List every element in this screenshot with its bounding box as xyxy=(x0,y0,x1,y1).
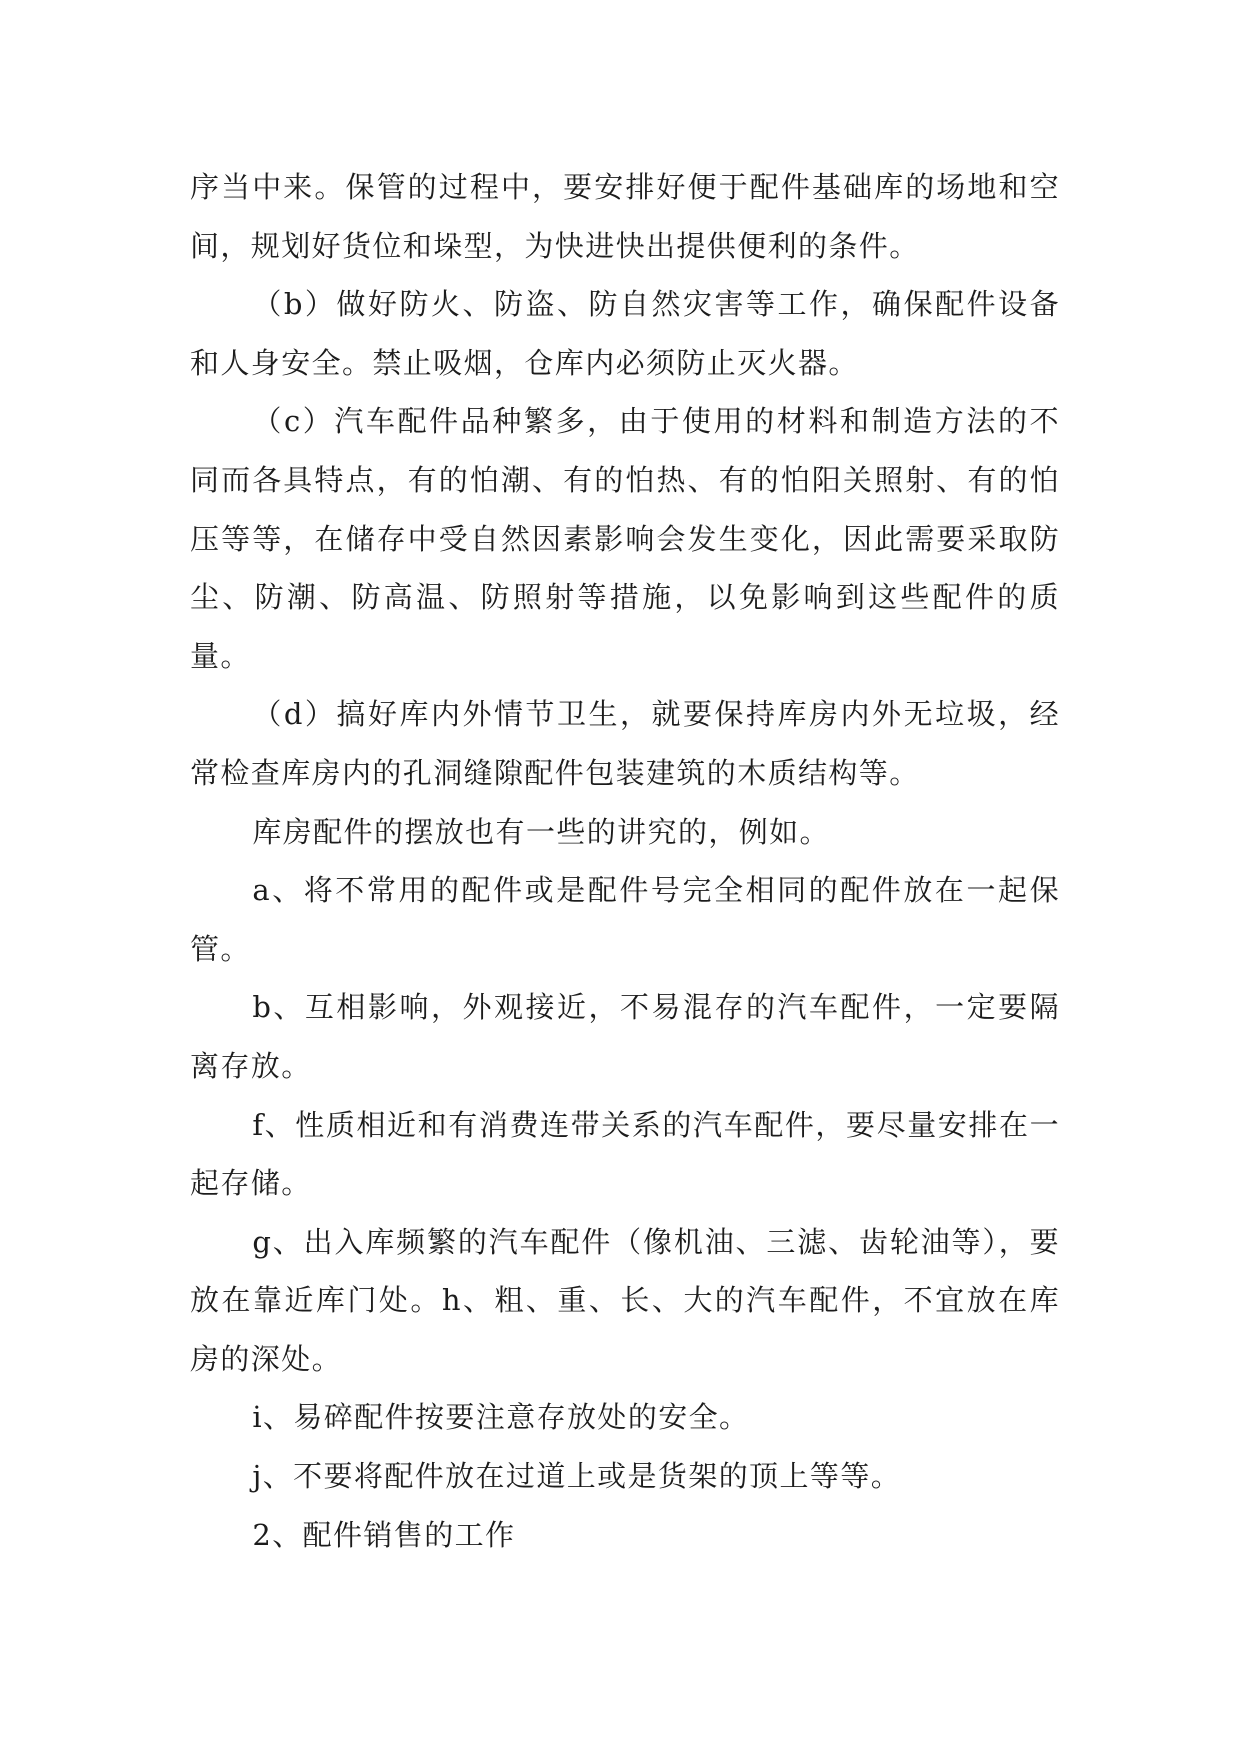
paragraph: a、将不常用的配件或是配件号完全相同的配件放在一起保管。 xyxy=(190,873,1060,966)
paragraph: （d）搞好库内外情节卫生，就要保持库房内外无垃圾，经常检查库房内的孔洞缝隙配件包装建筑的木质结构等。 xyxy=(190,697,1060,790)
paragraph: （b）做好防火、防盗、防自然灾害等工作，确保配件设备和人身安全。禁止吸烟，仓库内必须防止灭火器。 xyxy=(190,287,1060,380)
document-body xyxy=(190,158,1060,1564)
paragraph: 2、配件销售的工作 xyxy=(252,1517,516,1552)
paragraph: 序当中来。保管的过程中，要安排好便于配件基础库的场地和空间，规划好货位和垛型，为快进快出提供便利的条件。 xyxy=(190,170,1060,263)
paragraph: f、性质相近和有消费连带关系的汽车配件，要尽量安排在一起存储。 xyxy=(190,1107,1060,1201)
paragraph: （c）汽车配件品种繁多，由于使用的材料和制造方法的不同而各具特点，有的怕潮、有的怕热、有的怕阳关照射、有的怕压等等，在储存中受自然因素影响会发生变化，因此需要采取防尘、防潮、防高温、防照射等措施，以免影响到这些配件的质量。 xyxy=(190,404,1060,673)
paragraph: b、互相影响，外观接近，不易混存的汽车配件，一定要隔离存放。 xyxy=(190,990,1060,1083)
paragraph: g、出入库频繁的汽车配件（像机油、三滤、齿轮油等），要放在靠近库门处。h、粗、重、长、大的汽车配件，不宜放在库房的深处。 xyxy=(190,1224,1060,1376)
paragraph: 库房配件的摆放也有一些的讲究的，例如。 xyxy=(252,814,830,849)
paragraph: j、不要将配件放在过道上或是货架的顶上等等。 xyxy=(252,1459,902,1494)
paragraph: i、易碎配件按要注意存放处的安全。 xyxy=(252,1400,750,1435)
